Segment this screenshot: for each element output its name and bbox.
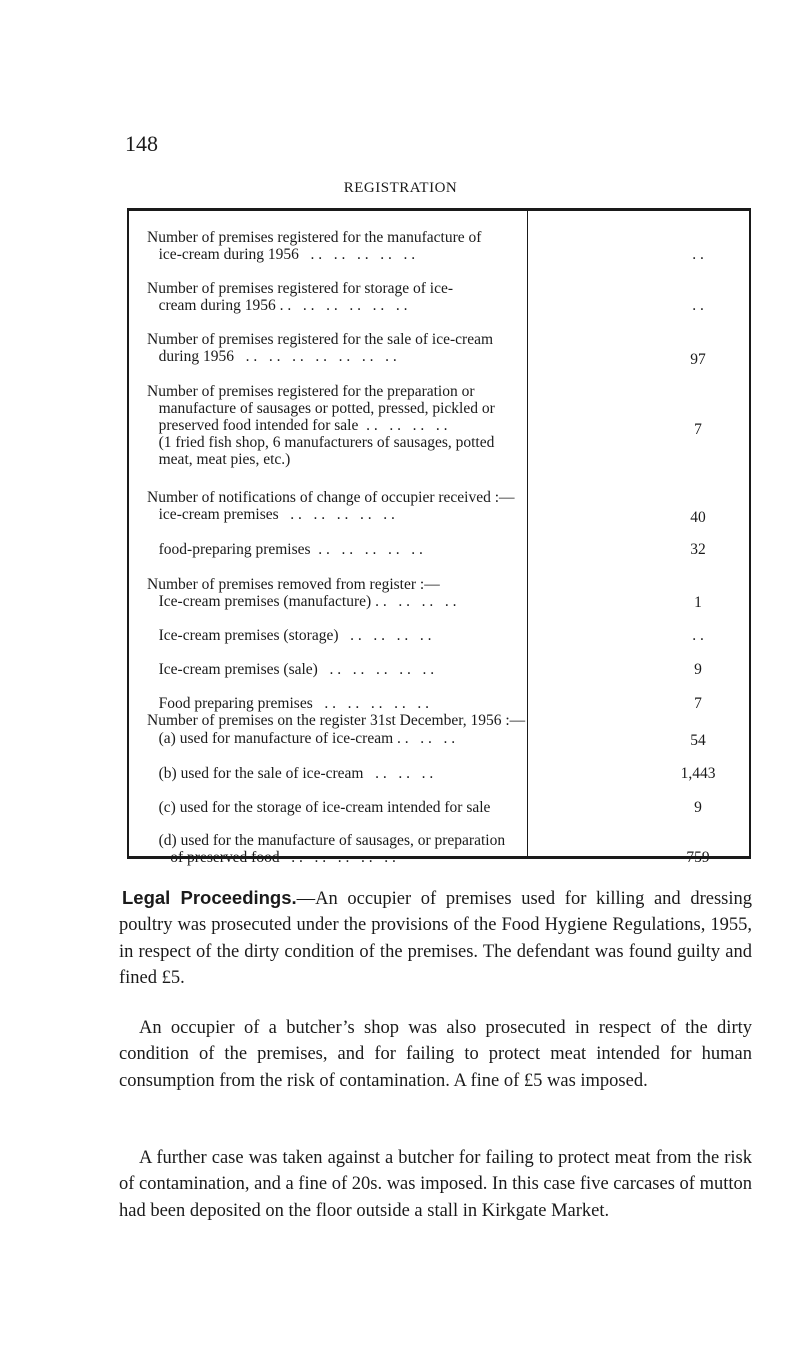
- table-row-label: Number of premises registered for the sale of ice-cream during 1956 . . . . . . . . . . . . . .: [147, 331, 494, 365]
- table-row-label: Food preparing premises . . . . . . . . . . Number of premises on the register 31st December, 1956 :—: [147, 695, 526, 729]
- table-row-value: 759: [686, 849, 710, 866]
- paragraph-legal-proceedings: [119, 885, 752, 991]
- table-row-label: Number of premises registered for the manufacture of ice-cream during 1956 . . . . . . . . . .: [147, 229, 482, 263]
- table-row-label: (d) used for the manufacture of sausages, or preparation of preserved food . . . . . . . . . .: [158, 832, 506, 866]
- table-row-value: 9: [694, 799, 702, 816]
- paragraph-text: —An occupier of premises used for killing and dressing poultry was prosecuted under the provisions of the Food Hygiene Regulations, 1955, in respect of the dirty condition of the premises. The defendant was found guilty and fined £5.: [119, 889, 752, 988]
- table-row-value: 7: [694, 421, 702, 438]
- table-row-label: Ice-cream premises (storage) . . . . . . . .: [147, 627, 432, 644]
- section-heading: Legal Proceedings.: [122, 887, 297, 908]
- table-row-value: 54: [690, 732, 706, 749]
- running-head: REGISTRATION: [343, 180, 458, 196]
- paragraph-further-case: A further case was taken against a butcher for failing to protect meat from the risk of contamination, and a fine of 20s. was imposed. In this case five carcases of mutton had been deposited on the floor outside a stall in Kirkgate Market.: [119, 1148, 752, 1221]
- table-row-value: 7: [694, 695, 702, 712]
- page-number: 148: [125, 131, 158, 156]
- table-row-value: 9: [694, 661, 702, 678]
- table-row-value: 97: [690, 351, 706, 368]
- table-row-label: Ice-cream premises (sale) . . . . . . . . . .: [147, 661, 435, 678]
- table-row-value: . .: [692, 246, 704, 263]
- table-row-value: . .: [692, 297, 704, 314]
- table-row-label: Number of notifications of change of occupier received :— ice-cream premises . . . . . . . . . .: [147, 489, 515, 523]
- table-row-label: (a) used for manufacture of ice-cream . . . . . .: [147, 730, 456, 747]
- table-row-label: (c) used for the storage of ice-cream intended for sale: [147, 799, 491, 816]
- table-row-value: 1: [694, 594, 702, 611]
- table-row-label: Number of premises registered for storage of ice- cream during 1956 . . . . . . . . . . . .: [147, 280, 454, 314]
- table-row-label: Number of premises removed from register :— Ice-cream premises (manufacture) . . . . . . . .: [147, 576, 457, 610]
- table-row-label: Number of premises registered for the preparation or manufacture of sausages or potted, pressed, pickled or preserved food intended for sale . . . . . . . . (1 fried fish shop, 6 manufacturers of sausages, potted meat, meat pies, etc.): [147, 383, 495, 468]
- table-row-label: food-preparing premises . . . . . . . . . .: [147, 541, 423, 558]
- table-row-value: 40: [690, 509, 706, 526]
- table-row-value: 1,443: [680, 765, 716, 782]
- table-row-label: (b) used for the sale of ice-cream . . . . . .: [147, 765, 434, 782]
- paragraph-butcher-shop: An occupier of a butcher’s shop was also prosecuted in respect of the dirty condition of the premises, and for failing to protect meat intended for human consumption from the risk of contamination. A fine of £5 was imposed.: [119, 1018, 752, 1091]
- table-row-value: 32: [690, 541, 706, 558]
- table-row-value: . .: [692, 627, 704, 644]
